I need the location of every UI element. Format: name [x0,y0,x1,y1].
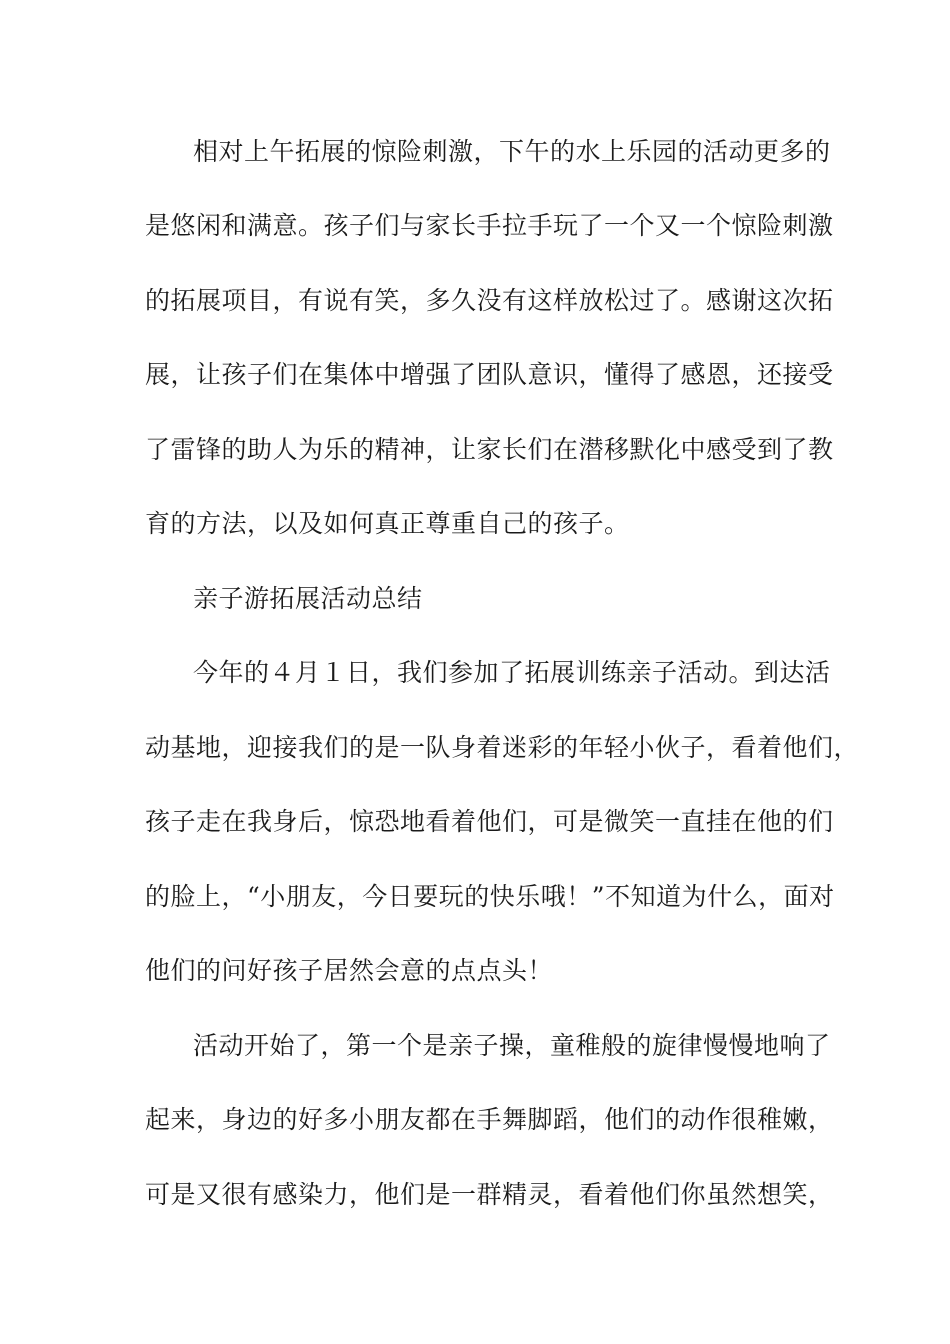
paragraph-line: 活动开始了，第一个是亲子操，童稚般的旋律慢慢地响了 [193,1031,831,1060]
paragraph-line: 孩子走在我身后，惊恐地看着他们，可是微笑一直挂在他的们 [145,807,834,836]
paragraph-line: 相对上午拓展的惊险刺激，下午的水上乐园的活动更多的 [193,137,831,166]
paragraph-line: 他们的问好孩子居然会意的点点头！ [145,956,554,985]
paragraph-line: 今年的４月１日，我们参加了拓展训练亲子活动。到达活 [193,658,831,687]
paragraph-line: 起来，身边的好多小朋友都在手舞脚蹈，他们的动作很稚嫩， [145,1105,834,1134]
paragraph-line: 育的方法，以及如何真正尊重自己的孩子。 [145,509,630,538]
paragraph-line: 是悠闲和满意。孩子们与家长手拉手玩了一个又一个惊险刺激 [145,211,834,240]
paragraph-line: 展，让孩子们在集体中增强了团队意识，懂得了感恩，还接受 [145,360,834,389]
paragraph-line: 了雷锋的助人为乐的精神，让家长们在潜移默化中感受到了教 [145,435,834,464]
section-title: 亲子游拓展活动总结 [193,584,423,613]
paragraph-line: 的脸上，“小朋友，今日要玩的快乐哦！”不知道为什么，面对 [145,882,835,911]
paragraph-line: 的拓展项目，有说有笑，多久没有这样放松过了。感谢这次拓 [145,286,834,315]
paragraph-line: 可是又很有感染力，他们是一群精灵，看着他们你虽然想笑， [145,1180,834,1209]
paragraph-line: 动基地，迎接我们的是一队身着迷彩的年轻小伙子，看着他们， [145,733,860,762]
